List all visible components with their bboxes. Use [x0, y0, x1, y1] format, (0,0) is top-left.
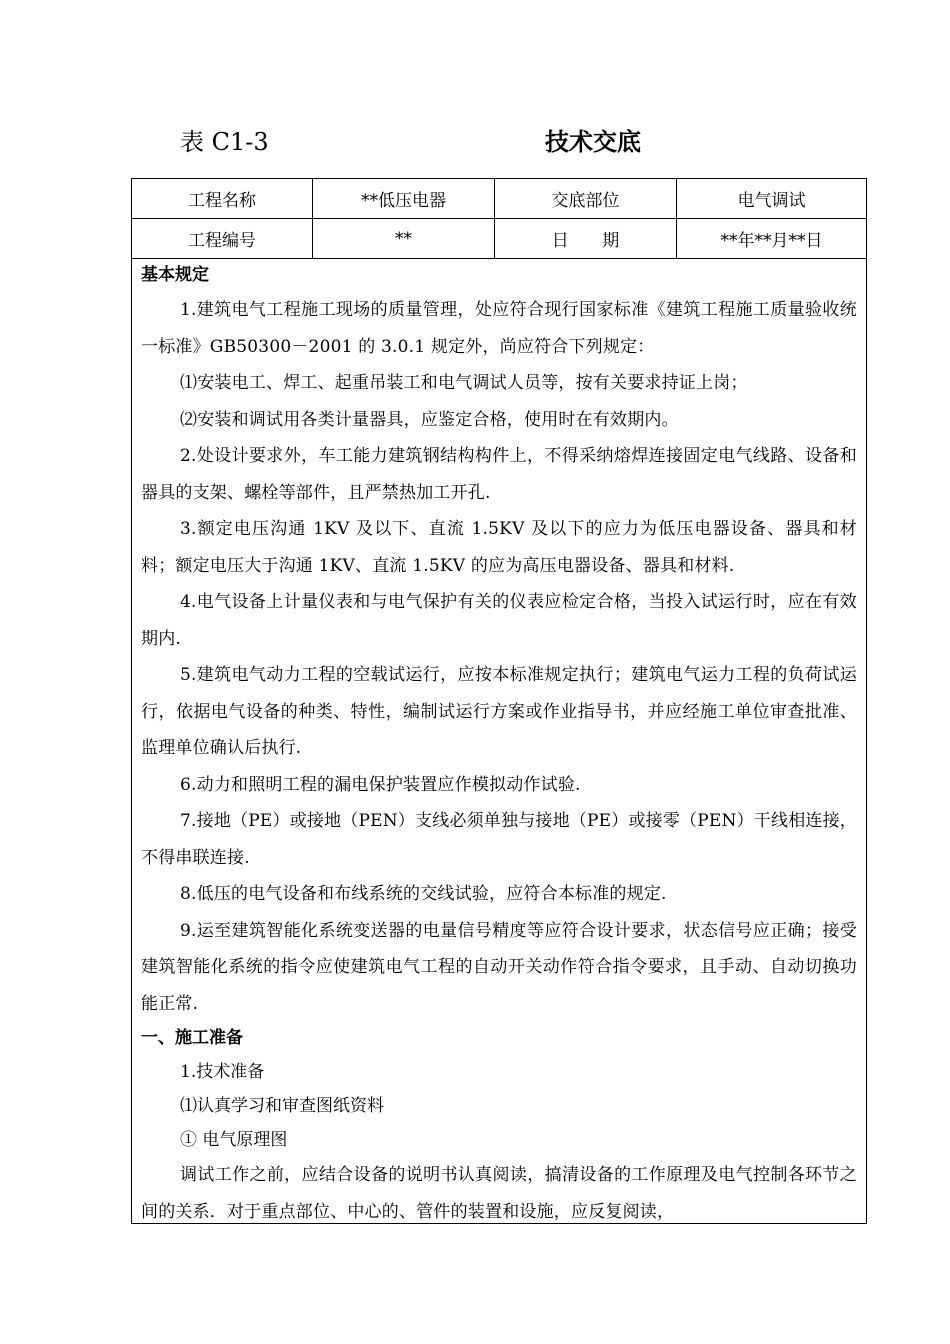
- project-no-label: 工程编号: [132, 219, 313, 259]
- prep-item: 1.技术准备: [180, 1062, 265, 1082]
- rule-item: 8.低压的电气设备和布线系统的交线试验，应符合本标准的规定.: [180, 884, 667, 904]
- part-label: 交底部位: [495, 179, 677, 219]
- project-no-value: **: [313, 219, 495, 259]
- date-value: **年**月**日: [677, 219, 867, 259]
- document-title: 技术交底: [545, 128, 641, 156]
- content-box: [131, 259, 867, 1224]
- rule-item: ⑴安装电工、焊工、起重吊装工和电气调试人员等，按有关要求持证上岗；: [180, 373, 748, 393]
- rule-item: 2.处设计要求外，车工能力建筑钢结构构件上，不得采纳熔焊连接固定电气线路、设备和器具的支架、螺栓等部件，且严禁热加工开孔.: [141, 446, 857, 503]
- basic-rules-heading: 基本规定: [141, 265, 209, 285]
- content-body: [141, 259, 857, 1230]
- rule-item: 4.电气设备上计量仪表和与电气保护有关的仪表应检定合格，当投入试运行时，应在有效期内.: [141, 592, 857, 649]
- part-value: 电气调试: [677, 179, 867, 219]
- table-row: [132, 179, 867, 219]
- date-label: 日 期: [495, 219, 677, 259]
- prep-paragraph: 调试工作之前，应结合设备的说明书认真阅读，搞清设备的工作原理及电气控制各环节之间的关系．对于重点部位、中心的、管件的装置和设施，应反复阅读，: [141, 1165, 857, 1222]
- section-heading: 一、施工准备: [141, 1028, 243, 1048]
- rule-item: 7.接地（PE）或接地（PEN）支线必须单独与接地（PE）或接零（PEN）干线相连接，不得串联连接.: [141, 811, 857, 868]
- rule-item: 1.建筑电气工程施工现场的质量管理，处应符合现行国家标准《建筑工程施工质量验收统一标准》GB50300－2001 的 3.0.1 规定外，尚应符合下列规定：: [141, 300, 857, 357]
- prep-item: ① 电气原理图: [180, 1130, 288, 1150]
- project-name-value: **低压电器: [313, 179, 495, 219]
- rule-item: 5.建筑电气动力工程的空载试运行，应按本标准规定执行；建筑电气运力工程的负荷试运行，依据电气设备的种类、特性，编制试运行方案或作业指导书，并应经施工单位审查批准、监理单位确认后执行.: [141, 665, 857, 758]
- project-info-table: [131, 178, 867, 259]
- rule-item: ⑵安装和调试用各类计量器具，应鉴定合格，使用时在有效期内。: [180, 409, 679, 430]
- prep-item: ⑴认真学习和审查图纸资料: [180, 1096, 384, 1116]
- project-name-label: 工程名称: [132, 179, 313, 219]
- rule-item: 9.运至建筑智能化系统变送器的电量信号精度等应符合设计要求，状态信号应正确；接受建筑智能化系统的指令应使建筑电气工程的自动开关动作符合指令要求，且手动、自动切换功能正常.: [141, 920, 857, 1014]
- rule-item: 6.动力和照明工程的漏电保护装置应作模拟动作试验.: [180, 774, 581, 795]
- document-title-row: [0, 124, 950, 160]
- rule-item: 3.额定电压沟通 1KV 及以下、直流 1.5KV 及以下的应力为低压电器设备、器具和材料；额定电压大于沟通 1KV、直流 1.5KV 的应为高压电器设备、器具和材料.: [141, 519, 857, 576]
- table-row: [132, 219, 867, 259]
- form-number: 表 C1-3: [180, 128, 269, 156]
